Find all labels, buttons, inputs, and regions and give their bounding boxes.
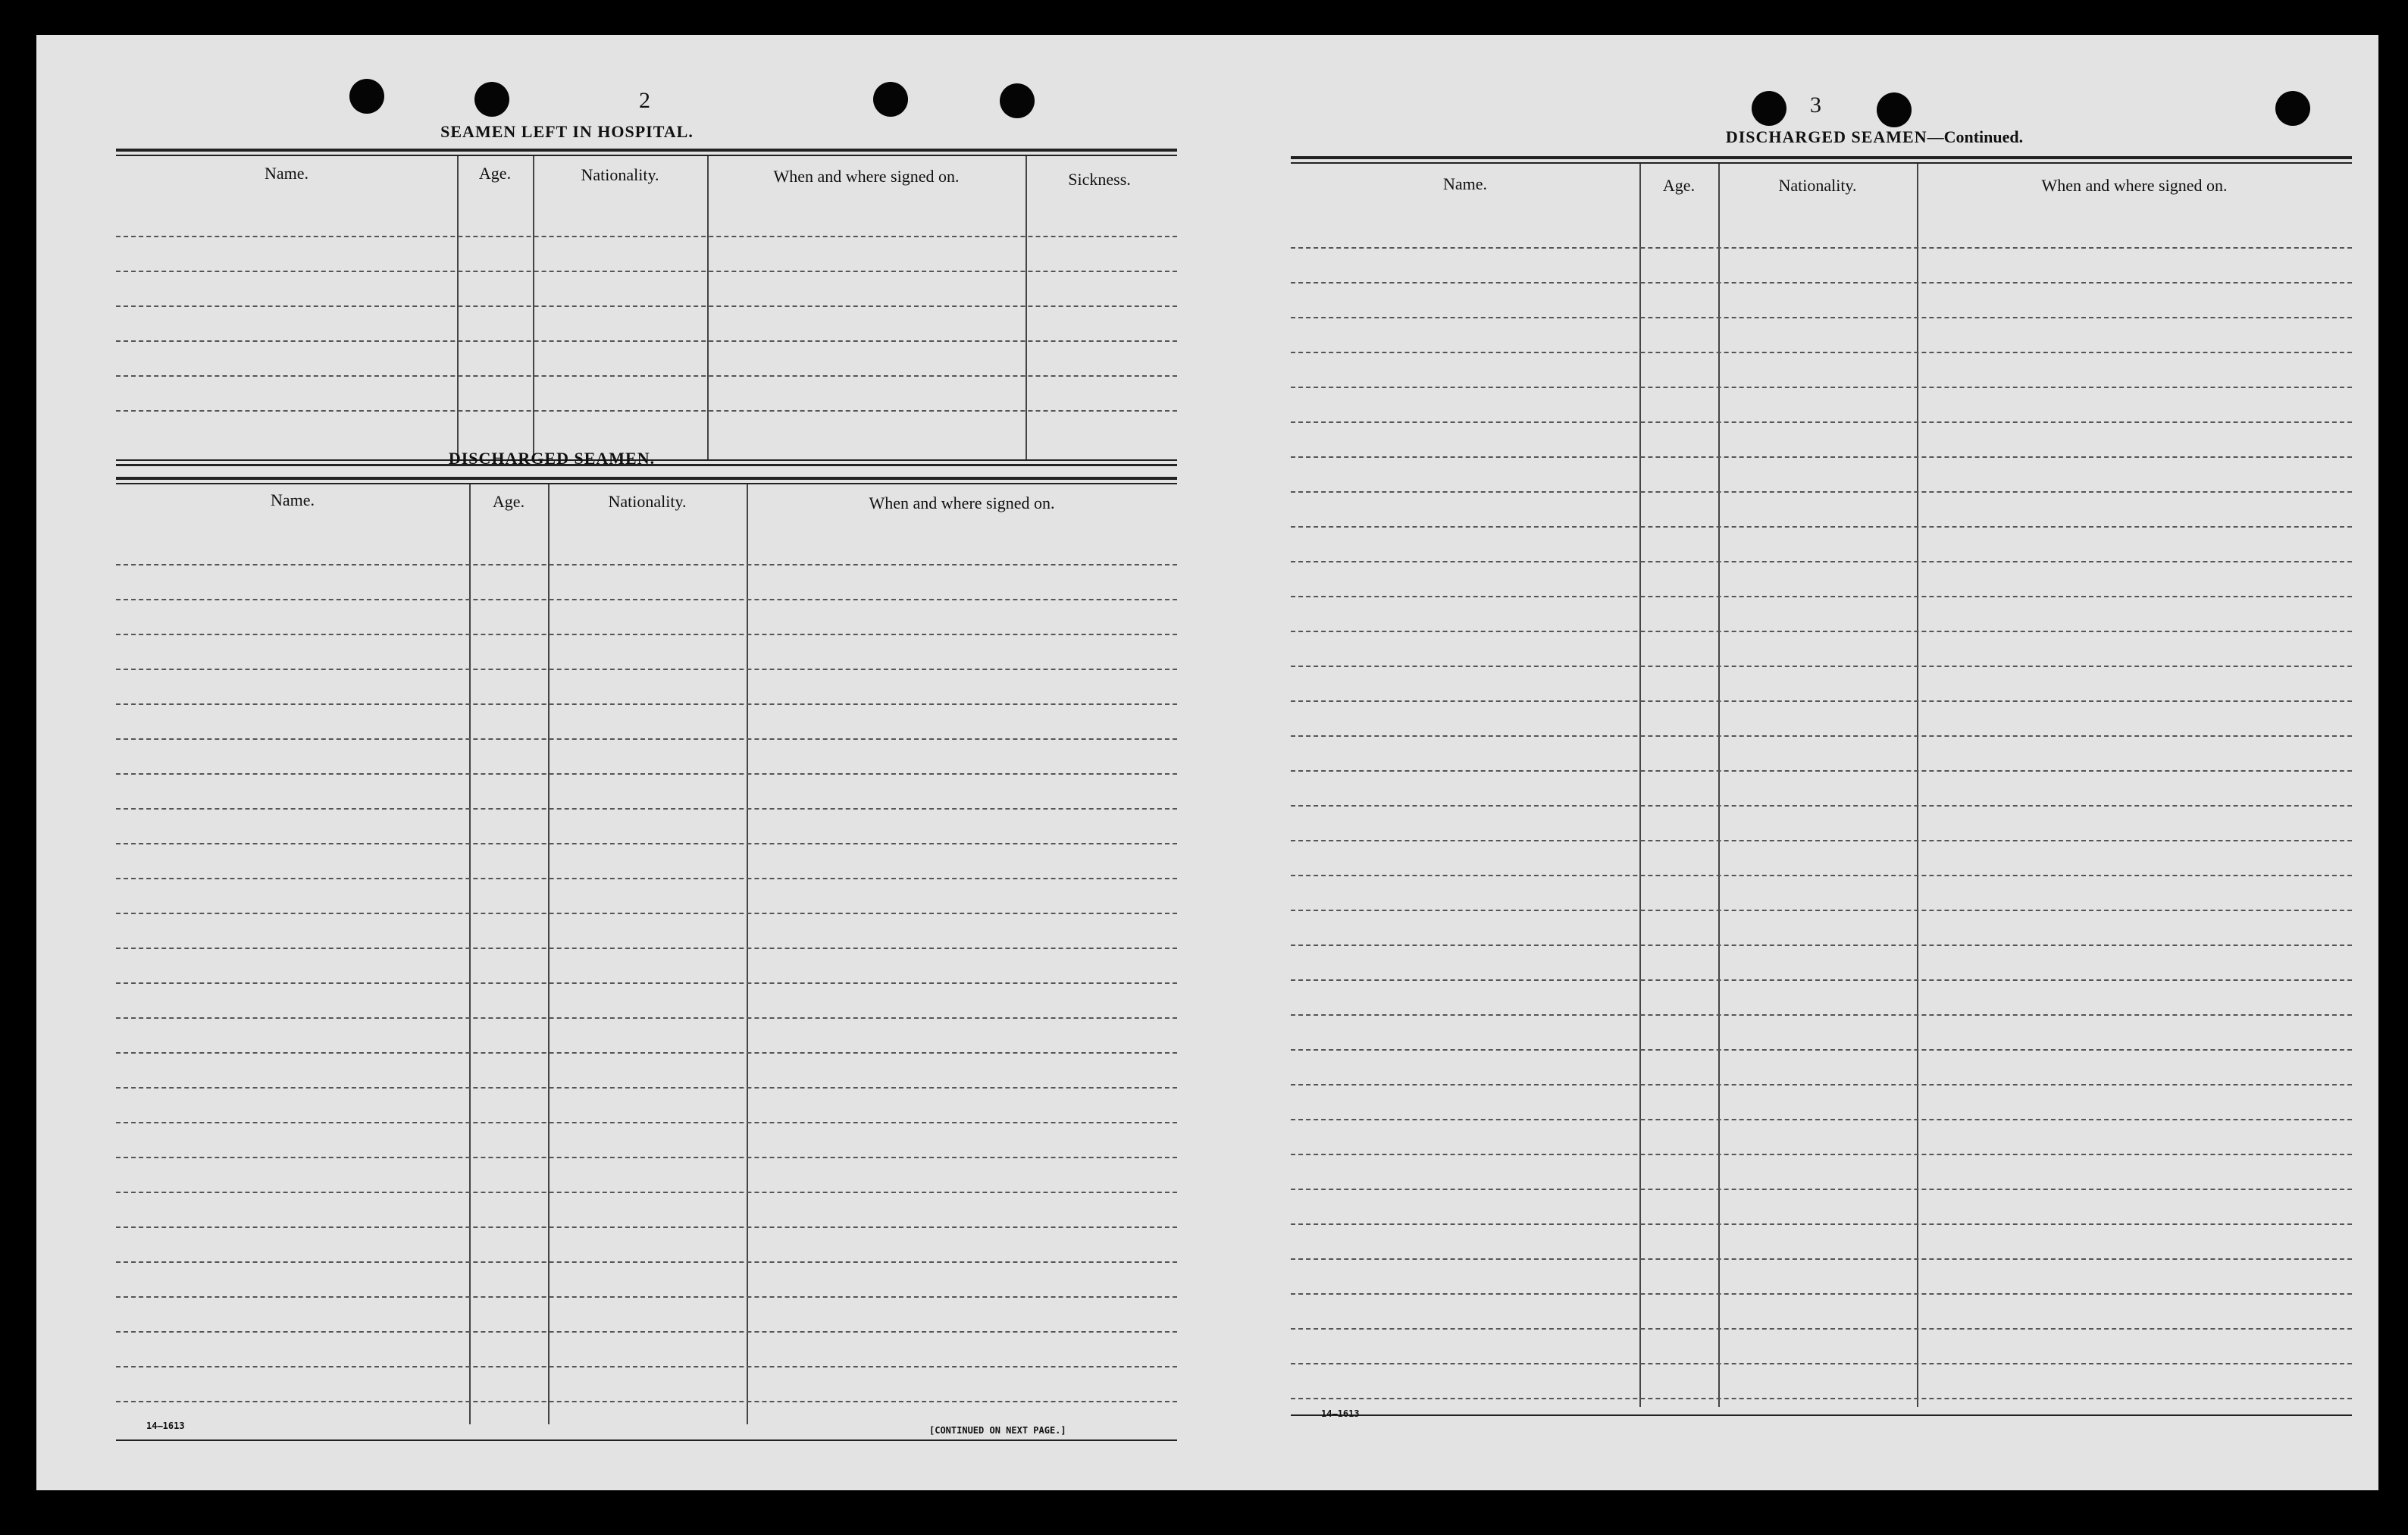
ruled-line [116, 669, 1177, 670]
ruled-line [1291, 421, 2352, 423]
punch-hole [1877, 92, 1912, 127]
ruled-line [116, 703, 1177, 705]
ruled-line [116, 375, 1177, 377]
ruled-line [1291, 247, 2352, 249]
ruled-line [116, 808, 1177, 810]
continued-note: [CONTINUED ON NEXT PAGE.] [929, 1425, 1066, 1436]
ruled-line [1291, 1084, 2352, 1085]
ruled-line [1291, 1223, 2352, 1225]
section-title-suffix: —Continued. [1927, 127, 2024, 146]
ruled-line [116, 843, 1177, 844]
page-number: 2 [639, 88, 650, 113]
ruled-line [116, 913, 1177, 914]
ruled-line [1291, 1398, 2352, 1399]
hospital-section-title: SEAMEN LEFT IN HOSPITAL. [440, 122, 694, 141]
ruled-line [116, 599, 1177, 600]
column-header-age: Age. [492, 492, 525, 511]
column-header-nationality: Nationality. [608, 492, 687, 511]
ruled-line [116, 1052, 1177, 1054]
ruled-line [116, 982, 1177, 984]
column-header-signed-on: When and where signed on. [2041, 176, 2228, 195]
ruled-line [116, 236, 1177, 237]
punch-hole [1752, 91, 1786, 126]
punch-hole [873, 82, 908, 117]
ruled-line [116, 1226, 1177, 1228]
ruled-line [1291, 1363, 2352, 1364]
column-header-nationality: Nationality. [1778, 176, 1857, 195]
ruled-line [116, 1157, 1177, 1158]
column-header-sickness: Sickness. [1068, 170, 1131, 189]
ruled-line [116, 340, 1177, 342]
ruled-line [1291, 979, 2352, 981]
column-header-name: Name. [1442, 174, 1488, 193]
discharged-continued-title [1628, 127, 2121, 147]
ruled-line [116, 634, 1177, 635]
ruled-line [1291, 387, 2352, 388]
ruled-line [116, 564, 1177, 565]
punch-hole [1000, 83, 1035, 118]
discharged-table-left [116, 477, 1177, 1455]
hospital-table [116, 149, 1177, 467]
ruled-line [116, 773, 1177, 775]
section-title-main: DISCHARGED SEAMEN [1725, 127, 1927, 146]
ruled-line [116, 1261, 1177, 1263]
ruled-line [116, 738, 1177, 740]
ruled-line [116, 305, 1177, 307]
ruled-line [1291, 526, 2352, 528]
page-number: 3 [1810, 92, 1821, 117]
column-header-nationality: Nationality. [581, 165, 659, 184]
ruled-line [1291, 1014, 2352, 1016]
ruled-line [1291, 282, 2352, 284]
ruled-line [1291, 1293, 2352, 1295]
discharged-section-title: DISCHARGED SEAMEN. [448, 449, 656, 468]
ruled-line [1291, 631, 2352, 632]
column-header-age: Age. [478, 164, 512, 183]
ruled-line [1291, 491, 2352, 493]
ruled-line [1291, 352, 2352, 353]
column-header-signed-on: When and where signed on. [773, 167, 960, 186]
ruled-line [1291, 317, 2352, 318]
punch-hole [349, 79, 384, 114]
ruled-line [116, 1401, 1177, 1402]
ruled-line [1291, 666, 2352, 667]
ruled-line [116, 271, 1177, 272]
form-number: 14—1613 [146, 1421, 185, 1431]
ruled-line [1291, 840, 2352, 841]
ruled-line [116, 1087, 1177, 1089]
ruled-line [116, 1122, 1177, 1123]
ruled-line [116, 878, 1177, 879]
ruled-line [1291, 770, 2352, 772]
ruled-line [116, 410, 1177, 412]
ruled-line [1291, 805, 2352, 807]
ruled-line [116, 1296, 1177, 1298]
ruled-line [116, 1192, 1177, 1193]
ruled-line [1291, 944, 2352, 946]
ruled-line [1291, 700, 2352, 702]
column-header-age: Age. [1662, 176, 1696, 195]
ruled-line [1291, 1189, 2352, 1190]
column-header-signed-on: When and where signed on. [869, 493, 1055, 512]
form-number: 14—1613 [1321, 1408, 1360, 1419]
ruled-line [1291, 875, 2352, 876]
column-header-name: Name. [264, 164, 309, 183]
ruled-line [116, 1366, 1177, 1367]
document-sheet [36, 35, 2378, 1490]
ruled-line [1291, 1258, 2352, 1260]
ruled-line [1291, 1049, 2352, 1051]
ruled-line [1291, 456, 2352, 458]
ruled-line [1291, 1154, 2352, 1155]
ruled-line [1291, 561, 2352, 562]
ruled-line [116, 1331, 1177, 1333]
ruled-line [1291, 910, 2352, 911]
punch-hole [474, 82, 509, 117]
punch-hole [2275, 91, 2310, 126]
discharged-table-right [1291, 156, 2352, 1445]
ruled-line [1291, 596, 2352, 597]
column-header-name: Name. [270, 490, 315, 509]
ruled-line [1291, 1119, 2352, 1120]
ruled-line [1291, 1328, 2352, 1330]
ruled-line [116, 1017, 1177, 1019]
ruled-line [116, 948, 1177, 949]
ruled-line [1291, 735, 2352, 737]
